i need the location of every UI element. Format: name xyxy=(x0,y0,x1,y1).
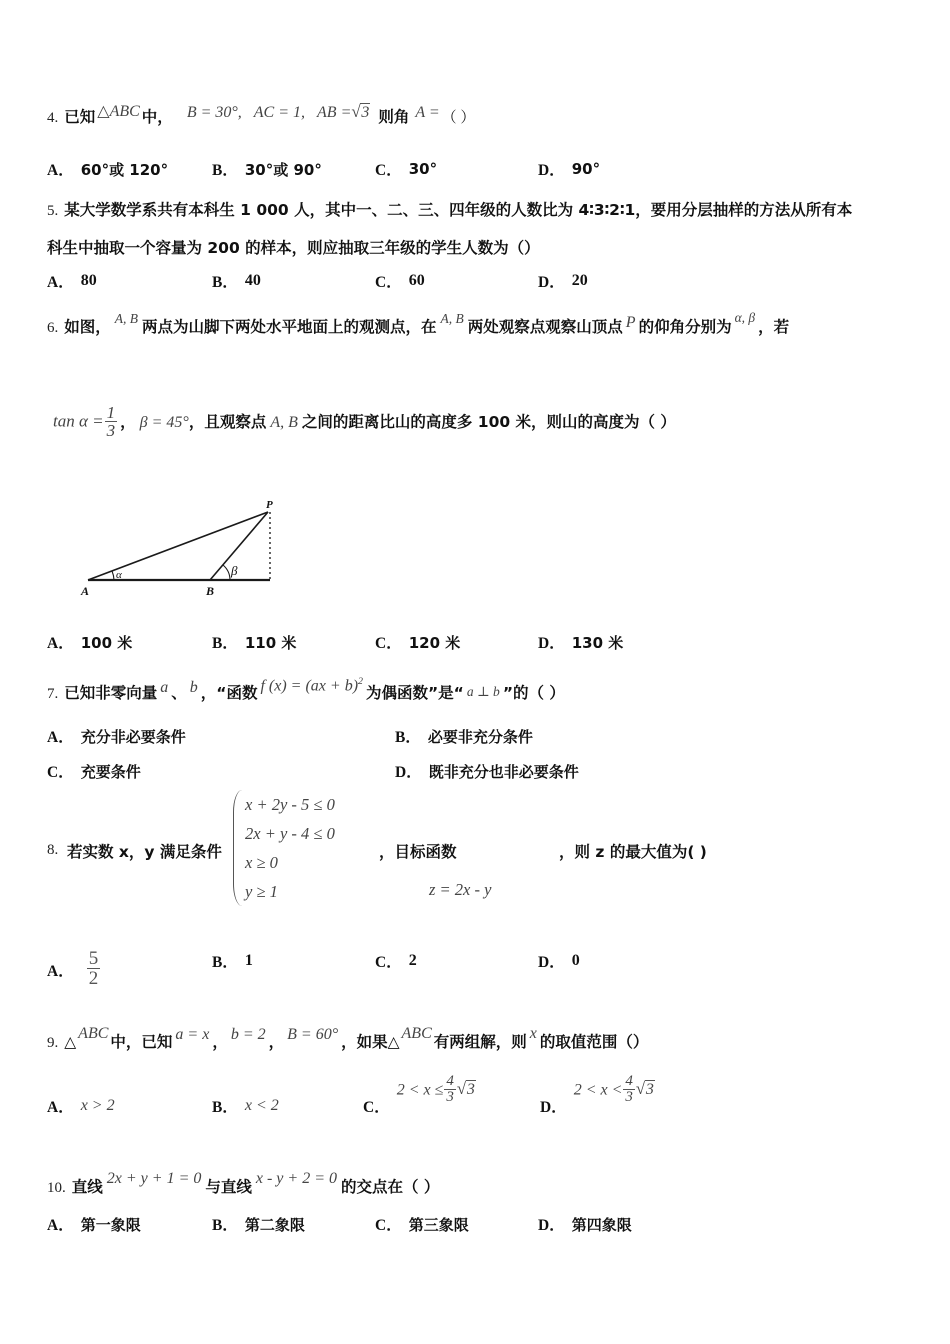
question-4-stem xyxy=(47,105,475,127)
option-9-C-expression: 2 < x ≤ $\frac{4}{3}$ √ 3 xyxy=(397,1075,476,1107)
option-10-B[interactable]: B． 第二象限 xyxy=(212,1215,305,1234)
question-8-constraint-system xyxy=(233,790,335,906)
question-7-stem: 7. 已知非零向量 a 、 b ，“函数 f (x) = (ax + b)$^2$ 为偶函数”是“ a ⊥ b ”的（ ） xyxy=(47,675,565,702)
question-6-figure xyxy=(70,495,300,605)
option-4-B[interactable]: B． 30°或 90° xyxy=(212,160,322,179)
question-5-line1: 某大学数学系共有本科生 1 000 人，其中一、二、三、四年级的人数比为 4∶3∶2∶1，要用分层抽样的方法从所有本 xyxy=(64,201,853,219)
question-7-number: 7. xyxy=(47,686,59,702)
figure-label-P: P xyxy=(266,499,273,511)
sight-line-a-p xyxy=(88,512,268,580)
question-10-line-2-equation: x - y + 2 = 0 xyxy=(255,1170,337,1187)
question-4-given-b: B = 30°, xyxy=(186,104,242,121)
option-4-D[interactable]: D． 90° xyxy=(538,160,601,179)
question-4-given-ab xyxy=(317,103,370,122)
question-9-triangle-2: ABC xyxy=(401,1025,432,1042)
question-6-angles: α, β xyxy=(734,310,756,325)
question-4-triangle: △ABC xyxy=(97,103,140,120)
option-5-D[interactable]: D． 20 xyxy=(538,272,588,291)
question-9-options xyxy=(47,1073,907,1117)
question-8-options xyxy=(47,948,907,990)
question-7-vector-a: a xyxy=(160,679,169,696)
option-8-B[interactable]: B． 1 xyxy=(212,952,253,971)
question-7-options-row2 xyxy=(47,760,907,782)
constraint-2: 2x + y - 4 ≤ 0 xyxy=(245,824,335,843)
question-6-stem-line1: 6. 如图， A, B 两点为山脚下两处水平地面上的观测点，在 A, B 两处观察点观察山顶点 P 的仰角分别为 α, β ，若 xyxy=(47,310,790,336)
option-6-B[interactable]: B． 110 米 xyxy=(212,633,297,652)
option-5-A[interactable]: A． 80 xyxy=(47,272,97,291)
question-4-tail: 则角 xyxy=(378,108,410,126)
question-9-angle-b: B = 60° xyxy=(287,1026,339,1043)
question-5-options xyxy=(47,270,907,292)
question-9-number: 9. xyxy=(47,1035,59,1051)
question-7-perpendicular: a ⊥ b xyxy=(466,684,500,699)
question-6-points-ab-1: A, B xyxy=(114,311,139,326)
option-8-C[interactable]: C． 2 xyxy=(375,952,417,971)
question-4-paren: （ ） xyxy=(441,110,476,126)
option-7-C[interactable]: C． 充要条件 xyxy=(47,762,141,781)
constraint-4: y ≥ 1 xyxy=(245,882,278,901)
question-7-vector-b: b xyxy=(189,679,198,696)
question-4-ab-radicand: 3 xyxy=(361,104,370,121)
question-9-variable-x: x xyxy=(529,1025,537,1042)
question-4-number: 4. xyxy=(47,110,59,126)
constraint-3: x ≥ 0 xyxy=(245,853,278,872)
option-5-C[interactable]: C． 60 xyxy=(375,272,425,291)
question-4-options xyxy=(47,158,907,180)
option-10-D[interactable]: D． 第四象限 xyxy=(538,1215,632,1234)
question-4-lead: 已知 xyxy=(64,108,96,126)
option-6-D[interactable]: D． 130 米 xyxy=(538,633,624,652)
question-9-side-a: a = x xyxy=(175,1026,210,1043)
question-9-triangle-1: ABC xyxy=(78,1025,109,1042)
elevation-angle-diagram-svg xyxy=(70,495,300,605)
option-5-B[interactable]: B． 40 xyxy=(212,272,261,291)
question-6-points-ab-2: A, B xyxy=(440,311,464,326)
question-10-line-1-equation: 2x + y + 1 = 0 xyxy=(106,1170,202,1187)
option-10-A[interactable]: A． 第一象限 xyxy=(47,1215,141,1234)
question-6-number: 6. xyxy=(47,320,59,336)
question-10-stem: 10. 直线 2x + y + 1 = 0 与直线 x - y + 2 = 0 的交点在（ ） xyxy=(47,1170,440,1196)
question-6-beta: β = 45° xyxy=(139,413,189,431)
question-5-stem-line2: 科生中抽取一个容量为 200 的样本，则应抽取三年级的学生人数为（） xyxy=(47,239,540,257)
question-4-zhong: 中， xyxy=(141,108,173,126)
option-6-C[interactable]: C． 120 米 xyxy=(375,633,461,652)
question-9-side-b: b = 2 xyxy=(230,1026,266,1043)
question-7-options-row1 xyxy=(47,725,907,747)
question-8-number: 8. xyxy=(47,842,59,858)
option-9-D[interactable]: D． 2 < x < $\frac{4}{3}$ √ 3 xyxy=(540,1085,655,1117)
question-4-ab-label: AB = xyxy=(317,104,352,121)
option-7-A[interactable]: A． 充分非必要条件 xyxy=(47,727,186,746)
option-10-C[interactable]: C． 第三象限 xyxy=(375,1215,469,1234)
option-9-C[interactable]: C． 2 < x ≤ $\frac{4}{3}$ √ 3 xyxy=(363,1085,476,1117)
system-brace xyxy=(233,790,244,906)
question-6-options xyxy=(47,631,907,653)
option-4-C[interactable]: C． 30° xyxy=(375,160,438,179)
option-8-A[interactable]: A． $\frac{5}{2}$ xyxy=(47,948,99,990)
question-6-points-ab-3: A, B xyxy=(270,413,298,431)
option-4-A[interactable]: A． 60°或 120° xyxy=(47,160,169,179)
alpha-arc xyxy=(112,571,114,580)
question-5-stem-line1 xyxy=(47,198,852,220)
figure-label-B: B xyxy=(206,584,215,598)
constraint-1: x + 2y - 5 ≤ 0 xyxy=(245,795,335,814)
question-6-stem-line2: tan α = $\frac{1}{3}$ ， β = 45° ， 且观察点 A, B 之间的距离比山的高度多 100 米，则山的高度为（ ） xyxy=(53,403,676,441)
option-8-D[interactable]: D． 0 xyxy=(538,952,580,971)
beta-arc xyxy=(223,565,230,580)
figure-label-alpha: α xyxy=(116,569,122,581)
question-6-point-p: P xyxy=(625,314,636,331)
question-8-objective-function: z = 2x - y xyxy=(429,880,492,899)
question-5-number: 5. xyxy=(47,203,59,219)
question-10-options xyxy=(47,1213,907,1235)
option-9-D-expression: 2 < x < $\frac{4}{3}$ √ 3 xyxy=(574,1075,655,1107)
option-9-B[interactable]: B． x < 2 xyxy=(212,1097,279,1116)
question-4-ask: A = xyxy=(415,104,440,121)
question-6-tan-alpha: tan α = $\frac{1}{3}$ xyxy=(53,403,116,441)
option-9-A[interactable]: A． x > 2 xyxy=(47,1097,115,1116)
option-6-A[interactable]: A． 100 米 xyxy=(47,633,133,652)
option-7-B[interactable]: B． 必要非充分条件 xyxy=(395,727,533,746)
question-4-given-ac: AC = 1, xyxy=(253,104,306,121)
option-7-D[interactable]: D． 既非充分也非必要条件 xyxy=(395,762,579,781)
option-8-A-fraction: $\frac{5}{2}$ xyxy=(88,948,99,990)
question-9-stem: 9. △ ABC 中，已知 a = x ， b = 2 ， B = 60° ，如果△ ABC 有两组解，则 x 的取值范围（） xyxy=(47,1025,649,1051)
figure-label-A: A xyxy=(81,584,90,598)
figure-label-beta: β xyxy=(231,563,238,578)
question-8-stem: 8. 若实数 x，y 满足条件 x + 2y - 5 ≤ 0 2x + y - 4 ≤ 0 x ≥ 0 y ≥ 1 ，目标函数 z = 2x - y ，则 z 的最大值为( ) xyxy=(47,790,907,910)
question-10-number: 10. xyxy=(47,1180,66,1196)
question-7-function: f (x) = (ax + b)$^2$ xyxy=(260,675,363,694)
